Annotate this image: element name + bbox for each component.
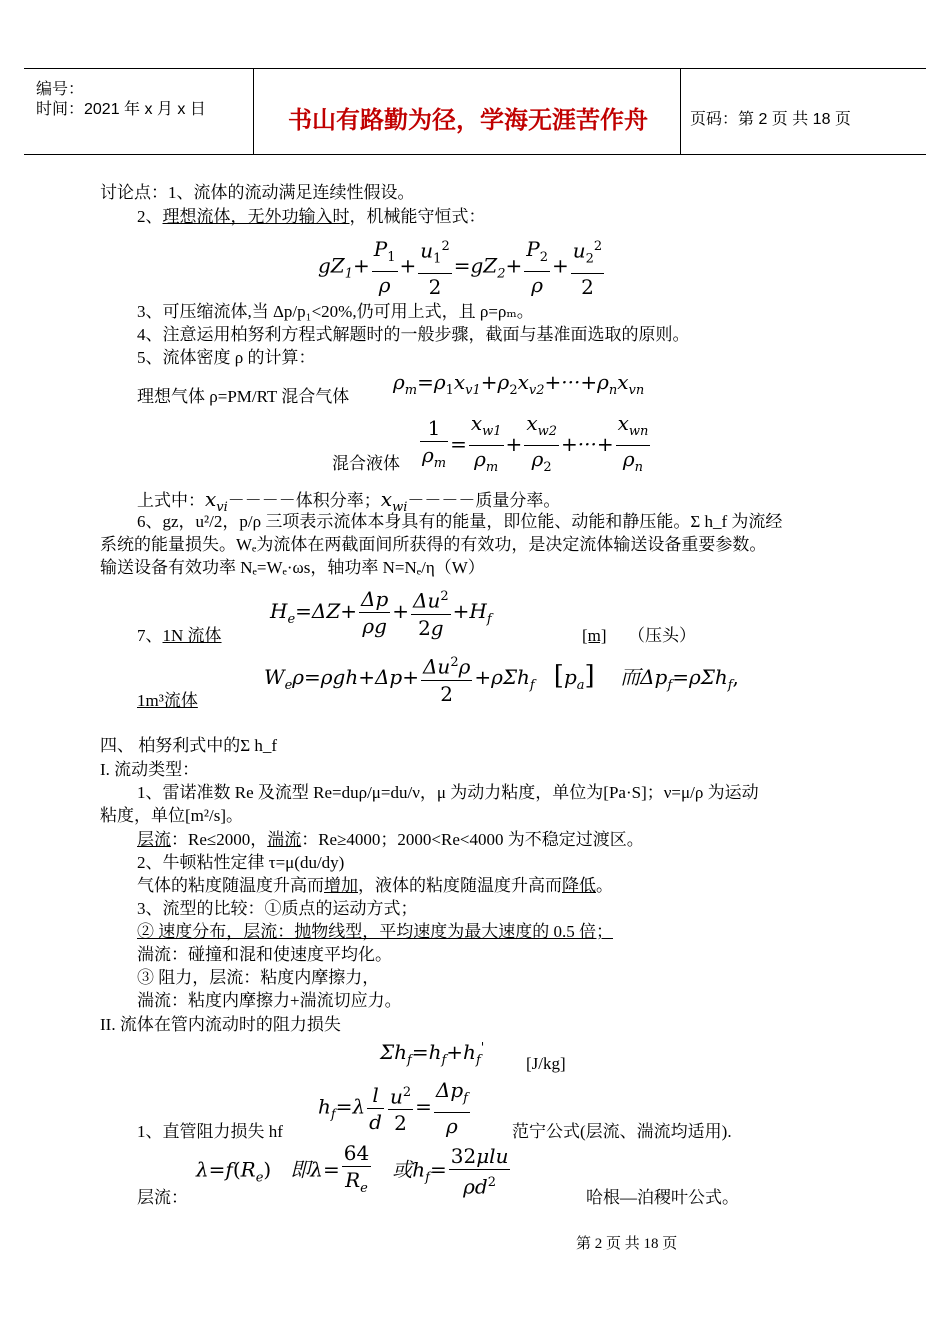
header-top-rule — [24, 68, 926, 69]
discussion-point-5: 5、流体密度 ρ 的计算： — [137, 348, 316, 367]
l2-suffix: ，机械能守恒式： — [349, 207, 486, 226]
hagen-poiseuille-label: 哈根—泊稷叶公式。 — [586, 1188, 739, 1207]
cubic-meter-fluid-label: 1m³流体 — [137, 691, 198, 710]
doc-time-label: 时间：2021 年 x 月 x 日 — [36, 101, 206, 118]
l7-prefix: 7、 — [137, 626, 163, 645]
fanning-equation: $h_f=\lambda$ $\frac{l}{d}$ $\frac{u^2}{2}$ = $\frac{\Delta p_f}{\rho}$ — [318, 1078, 468, 1138]
turbulent-word: 湍流 — [267, 830, 302, 849]
viscosity-temperature-line — [137, 875, 613, 897]
visc-c: 。 — [596, 876, 613, 895]
legend-prefix: 上式中： — [137, 491, 205, 510]
discussion-point-3: 3、可压缩流体,当 Δp/p₁<20%,仍可用上式，且 ρ=ρₘ。 — [137, 302, 534, 321]
turbulent-rest: ：Re≥4000；2000<Re<4000 为不稳定过渡区。 — [301, 830, 644, 849]
header-divider-1 — [253, 68, 254, 155]
visc-decrease: 降低 — [562, 876, 596, 895]
discussion-point-6-line-2: 系统的能量损失。Wₑ为流体在两截面间所获得的有效功，是决定流体输送设备重要参数。 — [100, 535, 767, 554]
l2-prefix: 2、 — [137, 207, 163, 226]
header-meta — [36, 80, 206, 120]
ideal-gas-label: 理想气体 ρ=PM/RT 混合气体 — [137, 387, 350, 406]
comparison-line-2: ② 速度分布，层流：抛物线型，平均速度为最大速度的 0.5 倍； — [137, 922, 613, 941]
section-ii-heading: II. 流体在管内流动时的阻力损失 — [100, 1015, 341, 1034]
comparison-line-1: 3、流型的比较：①质点的运动方式； — [137, 899, 418, 918]
laminar-rest: ：Re≤2000， — [171, 830, 268, 849]
comparison-line-3: 湍流：碰撞和混和使速度平均化。 — [137, 945, 392, 964]
header-page-info: 页码：第 2 页 共 18 页 — [690, 111, 851, 128]
comparison-line-4: ③ 阻力，层流：粘度内摩擦力， — [137, 968, 380, 987]
l7-underlined: 1N 流体 — [162, 626, 222, 645]
mixed-liquid-label: 混合液体 — [332, 454, 400, 473]
visc-increase: 增加 — [324, 876, 358, 895]
discussion-point-6-line-3: 输送设备有效功率 Nₑ=Wₑ·ωs，轴功率 N=Nₑ/η（W） — [100, 558, 485, 577]
discussion-point-1: 讨论点：1、流体的流动满足连续性假设。 — [100, 183, 415, 202]
straight-pipe-loss-label: 1、直管阻力损失 hf — [137, 1122, 283, 1141]
head-note: （压头） — [628, 626, 696, 645]
header-motto: 书山有路勤为径，学海无涯苦作舟 — [288, 106, 648, 134]
laminar-word: 层流 — [137, 830, 171, 849]
section-i-heading: I. 流动类型： — [100, 760, 200, 779]
total-loss-equation: $\Sigma h_f=h_f+h_f'$ — [380, 1040, 485, 1068]
mixed-liquid-density-equation: $\frac{1}{\rho_m}$ = $\frac{x_{w1}}{\rho_m}$ + $\frac{x_{w2}}{\rho_2}$ +···+ $\frac{x_{wn}}{\rho_n}$ — [422, 411, 649, 475]
legend-mass-fraction: －－－－质量分率。 — [407, 491, 561, 510]
discussion-point-7 — [137, 625, 250, 647]
header-bottom-rule — [24, 154, 926, 155]
reynolds-line-1: 1、雷诺准数 Re 及流型 Re=duρ/μ=du/ν，μ 为动力粘度，单位为[Pa·S]；ν=μ/ρ 为运动 — [137, 783, 759, 802]
laminar-friction-equation: $\lambda=f(R_e)$ 即λ= $\frac{64}{R_e}$ 或$h_f=$ $\frac{\text{32μlu}}{\rho d^2}$ — [196, 1141, 509, 1199]
pressure-equation: $W_e\rho=\rho gh+\Delta p+$ $\frac{\Delta u^2\rho}{2}$ +ρΣh$_f$ $[p_a]$ 而$\Delta p_f=\rho\Sigma h_f$, — [264, 650, 739, 707]
laminar-label: 层流： — [137, 1188, 188, 1207]
head-equation: $H_e=\Delta Z+$ $\frac{\Delta p}{\rho g}$ + $\frac{\Delta u^2}{2g}$ $+H_f$ — [270, 584, 492, 641]
xvi-symbol: $x_{vi}$ — [205, 487, 228, 515]
page-footer: 第 2 页 共 18 页 — [576, 1236, 678, 1252]
reynolds-line-2: 粘度，单位[m²/s]。 — [100, 806, 243, 825]
discussion-point-2 — [137, 206, 486, 228]
mixed-gas-density-equation: $\rho_m=\rho_1x_{v1}+\rho_2x_{v2}+\cdot\cdot\cdot+\rho_nx_{vn}$ — [393, 370, 645, 398]
visc-a: 气体的粘度随温度升高而 — [137, 876, 324, 895]
flow-regime-line — [137, 829, 644, 851]
visc-b: ，液体的粘度随温度升高而 — [358, 876, 562, 895]
xwi-symbol: $x_{wi}$ — [380, 487, 408, 515]
fanning-formula-label: 范宁公式(层流、湍流均适用). — [512, 1122, 732, 1141]
newton-viscosity-law: 2、牛顿粘性定律 τ=μ(du/dy) — [137, 853, 345, 872]
l2-underlined: 理想流体，无外功输入时 — [162, 207, 350, 226]
loss-unit: [J/kg] — [526, 1054, 566, 1073]
legend-volume-fraction: －－－－体积分率； — [227, 491, 381, 510]
discussion-point-6-line-1: 6、gz，u²/2，p/ρ 三项表示流体本身具有的能量，即位能、动能和静压能。Σ h_f 为流经 — [137, 512, 783, 531]
header-divider-2 — [680, 68, 681, 155]
bernoulli-equation: $gZ_1+$ $\frac{P_1}{\rho}$ + $\frac{u_1^2}{2}$ $=gZ_2+$ $\frac{P_2}{\rho}$ + $\frac{u_2^2}{2}$ — [318, 234, 606, 300]
doc-number-label: 编号： — [36, 81, 85, 98]
discussion-point-4: 4、注意运用柏努利方程式解题时的一般步骤，截面与基准面选取的原则。 — [137, 325, 690, 344]
section-four-heading: 四、 柏努利式中的Σ h_f — [100, 736, 278, 755]
head-unit: [m] — [582, 626, 607, 645]
comparison-line-5: 湍流：粘度内摩擦力+湍流切应力。 — [137, 991, 402, 1010]
